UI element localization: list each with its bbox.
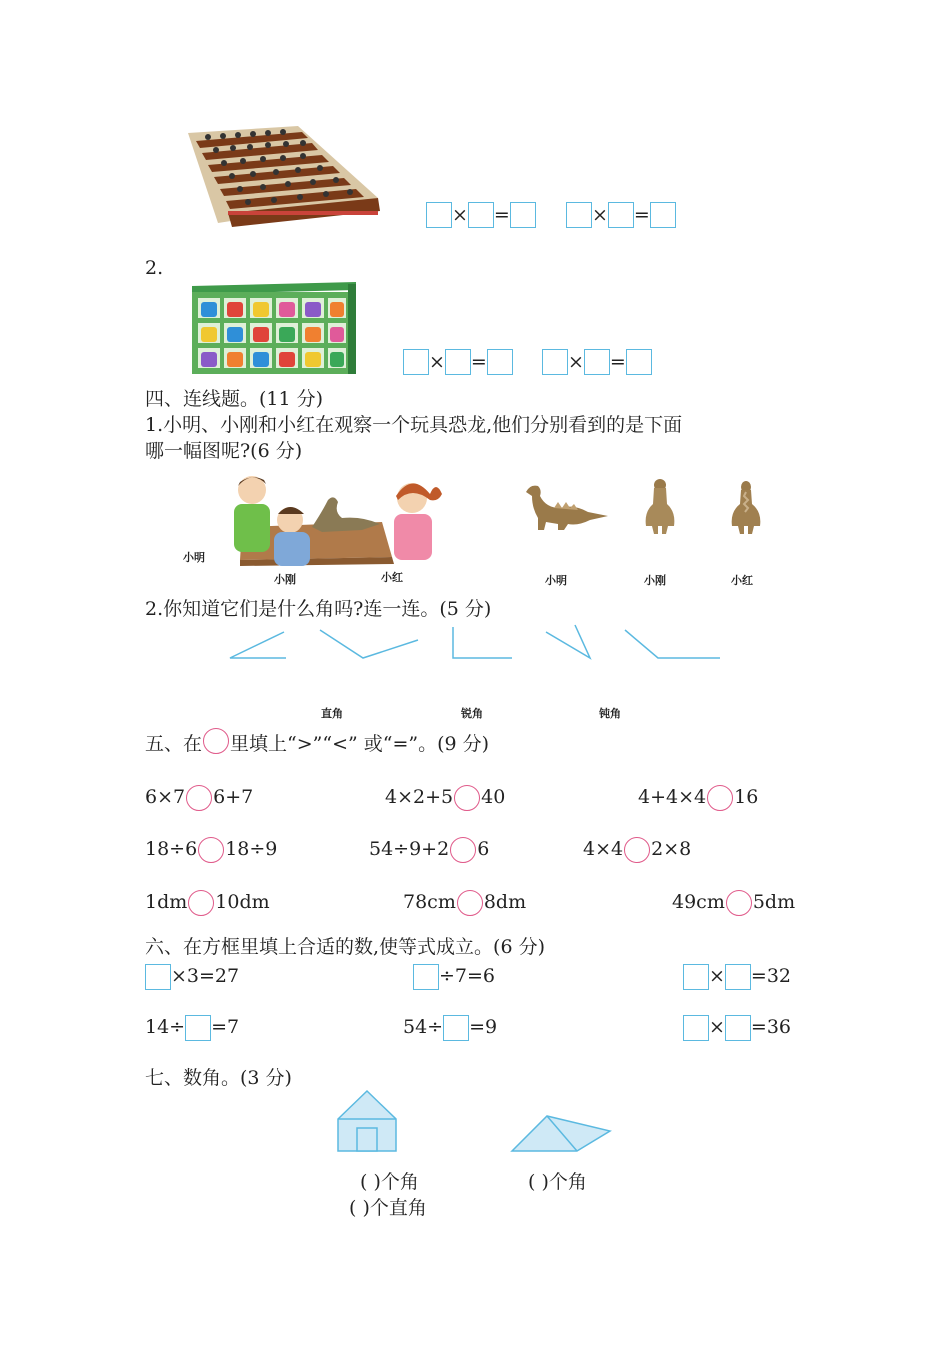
angle-label-right: 直角 bbox=[321, 707, 343, 720]
angle-4[interactable] bbox=[546, 625, 590, 658]
compare-right: 2×8 bbox=[651, 838, 692, 860]
times-sign: × bbox=[709, 965, 725, 987]
answer-box[interactable] bbox=[542, 349, 568, 375]
compare-r3c2 bbox=[403, 890, 526, 916]
question-4-2: 2.你知道它们是什么角吗?连一连。(5 分) bbox=[145, 598, 492, 620]
compare-left: 4×2+5 bbox=[385, 786, 454, 808]
equation-text: 54÷ bbox=[403, 1016, 444, 1038]
answer-box[interactable] bbox=[683, 964, 709, 990]
section-5-title-part-a: 五、在 bbox=[145, 733, 203, 755]
compare-r3c1 bbox=[145, 890, 270, 916]
triangle-figure bbox=[510, 1114, 614, 1154]
equation-1b bbox=[566, 202, 676, 228]
angle-figures bbox=[228, 625, 728, 665]
compare-circle[interactable] bbox=[198, 837, 224, 863]
answer-box[interactable] bbox=[683, 1015, 709, 1041]
compare-left: 4+4×4 bbox=[638, 786, 707, 808]
compare-right: 5dm bbox=[752, 891, 796, 913]
scene-label-xiaoming: 小明 bbox=[183, 551, 205, 564]
equation-text: =36 bbox=[750, 1016, 792, 1038]
equals-sign: = bbox=[470, 351, 487, 373]
equation-2b bbox=[542, 349, 652, 375]
fill-r2c2 bbox=[403, 1015, 497, 1041]
answer-box[interactable] bbox=[626, 349, 652, 375]
section-7-title: 七、数角。(3 分) bbox=[145, 1067, 292, 1089]
answer-box[interactable] bbox=[725, 964, 751, 990]
answer-box[interactable] bbox=[413, 964, 439, 990]
answer-right-angle-count[interactable]: ( )个直角 bbox=[349, 1197, 427, 1219]
answer-box[interactable] bbox=[584, 349, 610, 375]
equation-1a bbox=[426, 202, 536, 228]
scene-label-xiaogang: 小刚 bbox=[274, 573, 296, 586]
compare-circle[interactable] bbox=[454, 785, 480, 811]
section-5-title-part-b: 里填上“>”“<” 或“=”。(9 分) bbox=[230, 733, 490, 755]
question-4-1-line1: 1.小明、小刚和小红在观察一个玩具恐龙,他们分别看到的是下面 bbox=[145, 414, 683, 436]
fill-r1c3 bbox=[683, 964, 791, 990]
answer-box[interactable] bbox=[426, 202, 452, 228]
children-observing-dinosaur-picture bbox=[212, 472, 452, 567]
angle-3[interactable] bbox=[453, 627, 512, 658]
view-label-xiaohong: 小红 bbox=[731, 574, 753, 587]
compare-r2c2 bbox=[369, 837, 489, 863]
compare-left: 49cm bbox=[672, 891, 725, 913]
fill-r1c1 bbox=[145, 964, 239, 990]
angle-label-acute: 锐角 bbox=[461, 707, 483, 720]
times-sign: × bbox=[452, 204, 468, 226]
fill-r2c3 bbox=[683, 1015, 791, 1041]
compare-left: 4×4 bbox=[583, 838, 624, 860]
compare-circle[interactable] bbox=[707, 785, 733, 811]
equation-text: =32 bbox=[750, 965, 792, 987]
compare-left: 78cm bbox=[403, 891, 456, 913]
equation-text: 14÷ bbox=[145, 1016, 186, 1038]
fill-r2c1 bbox=[145, 1015, 239, 1041]
compare-right: 8dm bbox=[483, 891, 527, 913]
compare-circle[interactable] bbox=[624, 837, 650, 863]
angle-label-obtuse: 钝角 bbox=[599, 707, 621, 720]
compare-circle-sample bbox=[203, 728, 229, 754]
view-label-xiaogang: 小刚 bbox=[644, 574, 666, 587]
compare-circle[interactable] bbox=[450, 837, 476, 863]
compare-r3c3 bbox=[672, 890, 795, 916]
angle-5[interactable] bbox=[625, 630, 720, 658]
answer-angle-count-triangle[interactable]: ( )个角 bbox=[528, 1171, 587, 1193]
angle-1[interactable] bbox=[230, 632, 286, 658]
equals-sign: = bbox=[493, 204, 510, 226]
compare-r1c2 bbox=[385, 785, 505, 811]
cubby-shelf-picture bbox=[188, 280, 360, 376]
equation-text: =7 bbox=[211, 1016, 240, 1038]
equation-text: ×3=27 bbox=[171, 965, 240, 987]
scene-label-xiaohong: 小红 bbox=[381, 571, 403, 584]
answer-box[interactable] bbox=[487, 349, 513, 375]
equals-sign: = bbox=[609, 351, 626, 373]
question-4-1-line2: 哪一幅图呢?(6 分) bbox=[145, 440, 303, 462]
times-sign: × bbox=[709, 1016, 725, 1038]
compare-left: 54÷9+2 bbox=[369, 838, 450, 860]
answer-box[interactable] bbox=[185, 1015, 211, 1041]
times-sign: × bbox=[592, 204, 608, 226]
compare-right: 40 bbox=[481, 786, 506, 808]
answer-box[interactable] bbox=[443, 1015, 469, 1041]
dinosaur-back-view[interactable] bbox=[728, 480, 764, 536]
fill-r1c2 bbox=[413, 964, 495, 990]
answer-box[interactable] bbox=[145, 964, 171, 990]
compare-r1c3 bbox=[638, 785, 758, 811]
compare-circle[interactable] bbox=[188, 890, 214, 916]
section-5-title bbox=[145, 728, 489, 756]
compare-left: 6×7 bbox=[145, 786, 186, 808]
compare-left: 1dm bbox=[145, 891, 188, 913]
equation-2a bbox=[403, 349, 513, 375]
answer-box[interactable] bbox=[445, 349, 471, 375]
angle-2[interactable] bbox=[320, 630, 418, 658]
compare-r1c1 bbox=[145, 785, 253, 811]
answer-box[interactable] bbox=[566, 202, 592, 228]
compare-right: 10dm bbox=[215, 891, 270, 913]
section-6-title: 六、在方框里填上合适的数,使等式成立。(6 分) bbox=[145, 936, 545, 958]
equation-text: =9 bbox=[469, 1016, 498, 1038]
compare-circle[interactable] bbox=[457, 890, 483, 916]
times-sign: × bbox=[568, 351, 584, 373]
dinosaur-front-view[interactable] bbox=[640, 478, 680, 536]
compare-circle[interactable] bbox=[726, 890, 752, 916]
equals-sign: = bbox=[633, 204, 650, 226]
answer-box[interactable] bbox=[650, 202, 676, 228]
section-4-title: 四、连线题。(11 分) bbox=[145, 388, 324, 410]
equation-text: ÷7=6 bbox=[439, 965, 496, 987]
answer-angle-count-house[interactable]: ( )个角 bbox=[360, 1171, 419, 1193]
compare-r2c3 bbox=[583, 837, 691, 863]
answer-box[interactable] bbox=[608, 202, 634, 228]
question-2-label: 2. bbox=[145, 257, 164, 279]
compare-left: 18÷6 bbox=[145, 838, 198, 860]
compare-right: 6+7 bbox=[213, 786, 254, 808]
answer-box[interactable] bbox=[725, 1015, 751, 1041]
answer-box[interactable] bbox=[510, 202, 536, 228]
times-sign: × bbox=[429, 351, 445, 373]
answer-box[interactable] bbox=[403, 349, 429, 375]
house-figure bbox=[336, 1089, 400, 1153]
compare-right: 18÷9 bbox=[225, 838, 278, 860]
auditorium-picture bbox=[188, 123, 388, 233]
compare-right: 6 bbox=[477, 838, 490, 860]
compare-right: 16 bbox=[734, 786, 759, 808]
compare-r2c1 bbox=[145, 837, 277, 863]
view-label-xiaoming: 小明 bbox=[545, 574, 567, 587]
answer-box[interactable] bbox=[468, 202, 494, 228]
dinosaur-side-view[interactable] bbox=[524, 482, 610, 532]
compare-circle[interactable] bbox=[186, 785, 212, 811]
